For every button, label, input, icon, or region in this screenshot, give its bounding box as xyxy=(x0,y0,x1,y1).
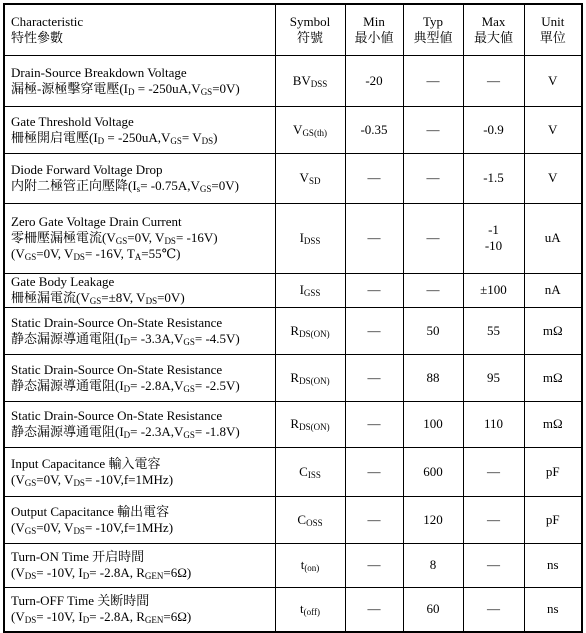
text-segment: Static Drain-Source On-State Resistance xyxy=(11,408,223,423)
symbol-cell xyxy=(275,106,345,153)
table-row xyxy=(4,401,582,447)
typ-value-cell xyxy=(403,401,463,447)
symbol-subscript: DS(ON) xyxy=(299,328,330,339)
characteristic-cell xyxy=(4,55,275,106)
characteristic-line xyxy=(11,424,269,440)
text-segment: = -10V, I xyxy=(36,565,83,580)
characteristic-line xyxy=(11,472,269,488)
unit-cell xyxy=(524,354,582,401)
unit-cell xyxy=(524,153,582,203)
characteristic-line xyxy=(11,565,269,581)
text-segment: (V xyxy=(11,519,25,535)
subscript-text: D xyxy=(123,383,131,394)
subscript-text: DS xyxy=(145,296,158,306)
unit-value: mΩ xyxy=(542,369,563,385)
min-value-cell xyxy=(345,401,403,447)
symbol-base: BV xyxy=(292,72,311,88)
subscript-text: DS xyxy=(73,252,85,262)
subscript-text: GS xyxy=(199,184,212,194)
symbol-base: I xyxy=(299,282,304,297)
subscript-text: D xyxy=(82,571,90,581)
typ-value-cell xyxy=(403,307,463,354)
text-segment: 柵極開启電壓(I xyxy=(11,129,98,145)
header-min-en: Min xyxy=(363,13,385,29)
table-row xyxy=(4,203,582,273)
text-segment: = -250uA,V xyxy=(134,80,201,96)
table-row xyxy=(4,55,582,106)
table-row xyxy=(4,307,582,354)
unit-value: V xyxy=(548,170,558,185)
symbol-base: t xyxy=(300,557,305,572)
text-segment: Gate Threshold Voltage xyxy=(11,113,134,129)
text-segment: (V xyxy=(11,609,25,625)
header-max-zh: 最大値 xyxy=(473,29,513,45)
max-value-cell xyxy=(463,354,524,401)
text-segment: Drain-Source Breakdown Voltage xyxy=(11,64,187,80)
unit-value: pF xyxy=(545,511,560,527)
min-value-cell xyxy=(345,447,403,496)
max-value: 95 xyxy=(487,369,500,385)
characteristic-line xyxy=(11,130,269,146)
characteristic-line xyxy=(11,593,269,609)
min-value-cell xyxy=(345,106,403,153)
characteristic-cell xyxy=(4,354,275,401)
unit-value: nA xyxy=(544,282,561,297)
subscript-text: GEN xyxy=(144,571,164,581)
text-segment: 零柵壓漏極電流(V xyxy=(11,230,116,245)
text-segment: = -2.8A,V xyxy=(130,377,184,393)
text-segment: Turn-OFF Time 关断時間 xyxy=(11,593,150,609)
max-value: -0.9 xyxy=(483,121,504,137)
text-segment: Gate Body Leakage xyxy=(11,274,115,289)
symbol-cell xyxy=(275,447,345,496)
symbol-base: t xyxy=(300,601,304,617)
header-min xyxy=(345,4,403,55)
min-value: — xyxy=(367,282,381,297)
typ-value: — xyxy=(426,170,440,185)
symbol-cell xyxy=(275,153,345,203)
characteristic-line xyxy=(11,504,269,520)
header-characteristic-en: Characteristic xyxy=(11,13,84,29)
text-segment: Zero Gate Voltage Drain Current xyxy=(11,214,182,229)
header-symbol-zh: 符號 xyxy=(296,29,323,45)
subscript-text: GS xyxy=(115,236,128,246)
text-segment: =0V) xyxy=(157,290,185,305)
symbol-base: C xyxy=(297,511,307,527)
symbol-subscript: (off) xyxy=(303,607,320,618)
min-value: — xyxy=(367,557,381,572)
symbol-base: V xyxy=(293,121,303,137)
symbol-cell xyxy=(275,273,345,307)
text-segment: =0V) xyxy=(211,178,239,193)
text-segment: 静态漏源導通電阻(I xyxy=(11,377,124,393)
subscript-text: s xyxy=(136,184,141,194)
typ-value-cell xyxy=(403,203,463,273)
characteristic-line xyxy=(11,246,269,262)
symbol-subscript: DS(ON) xyxy=(299,375,330,386)
typ-value: 100 xyxy=(423,416,443,431)
symbol-cell xyxy=(275,354,345,401)
text-segment: =0V) xyxy=(212,80,240,96)
text-segment: =0V, V xyxy=(36,519,74,535)
max-value: -1 xyxy=(488,222,499,237)
symbol-subscript: DSS xyxy=(310,78,328,89)
typ-value: 50 xyxy=(426,322,440,338)
subscript-text: GS xyxy=(89,296,102,306)
characteristic-cell xyxy=(4,496,275,543)
header-characteristic-zh: 特性參數 xyxy=(11,29,64,45)
typ-value-cell xyxy=(403,587,463,632)
max-value: 110 xyxy=(483,416,504,431)
table-row xyxy=(4,273,582,307)
min-value-cell xyxy=(345,543,403,587)
max-value: — xyxy=(487,72,500,88)
table-body xyxy=(4,55,582,632)
text-segment: =0V, V xyxy=(36,471,74,487)
max-value: — xyxy=(487,463,500,479)
characteristic-cell xyxy=(4,106,275,153)
max-value-cell xyxy=(463,273,524,307)
symbol-cell xyxy=(275,401,345,447)
text-segment: = -10V,f=1MHz) xyxy=(84,519,174,535)
subscript-text: GEN xyxy=(144,615,164,626)
characteristic-line xyxy=(11,520,269,536)
text-segment: Static Drain-Source On-State Resistance xyxy=(11,314,223,330)
min-value-cell xyxy=(345,587,403,632)
unit-value: ns xyxy=(546,601,559,617)
subscript-text: DS xyxy=(164,236,176,246)
subscript-text: D xyxy=(123,336,131,347)
subscript-text: GS xyxy=(170,135,182,146)
spec-table-container xyxy=(3,3,583,633)
characteristic-line xyxy=(11,315,269,331)
text-segment: = -10V, I xyxy=(36,609,83,625)
subscript-text: GS xyxy=(183,383,195,394)
subscript-text: DS xyxy=(73,525,85,536)
unit-cell xyxy=(524,273,582,307)
characteristic-cell xyxy=(4,587,275,632)
subscript-text: GS xyxy=(200,86,213,97)
max-value-cell xyxy=(463,447,524,496)
header-symbol xyxy=(275,4,345,55)
text-segment: (V xyxy=(11,246,25,261)
max-value: 55 xyxy=(487,322,500,338)
text-segment: = -10V,f=1MHz) xyxy=(84,471,174,487)
text-segment: ) xyxy=(213,129,218,145)
text-segment: = -2.5V) xyxy=(194,377,240,393)
table-row xyxy=(4,447,582,496)
header-max xyxy=(463,4,524,55)
characteristic-line xyxy=(11,378,269,394)
text-segment: = -250uA,V xyxy=(104,129,171,145)
typ-value-cell xyxy=(403,447,463,496)
symbol-cell xyxy=(275,203,345,273)
typ-value: — xyxy=(426,282,440,297)
subscript-text: A xyxy=(134,252,142,262)
text-segment: =55℃) xyxy=(141,246,181,261)
text-segment: =6Ω) xyxy=(163,609,192,625)
unit-value: pF xyxy=(545,463,560,479)
min-value-cell xyxy=(345,153,403,203)
text-segment: Input Capacitance 輸入電容 xyxy=(11,455,161,471)
characteristic-line xyxy=(11,162,269,178)
header-max-en: Max xyxy=(481,13,506,29)
symbol-subscript: DS(ON) xyxy=(299,422,330,432)
header-unit-zh: 單位 xyxy=(539,29,566,45)
unit-cell xyxy=(524,587,582,632)
symbol-cell xyxy=(275,587,345,632)
text-segment: = -16V) xyxy=(175,230,218,245)
unit-value: uA xyxy=(544,230,561,245)
typ-value: — xyxy=(426,230,440,245)
text-segment: 漏極-源極擊穿電壓(I xyxy=(11,80,128,96)
max-value-cell xyxy=(463,543,524,587)
text-segment: = -4.5V) xyxy=(194,330,240,346)
unit-cell xyxy=(524,307,582,354)
table-row xyxy=(4,543,582,587)
max-value-cell xyxy=(463,106,524,153)
text-segment: 静态漏源導通電阻(I xyxy=(11,330,124,346)
characteristic-line xyxy=(11,362,269,378)
characteristic-line xyxy=(11,178,269,194)
characteristic-cell xyxy=(4,447,275,496)
max-value-cell xyxy=(463,55,524,106)
unit-cell xyxy=(524,203,582,273)
electrical-characteristics-table xyxy=(3,3,583,633)
text-segment: = -1.8V) xyxy=(194,424,240,439)
typ-value: 60 xyxy=(426,601,440,617)
text-segment: (V xyxy=(11,471,25,487)
min-value: -0.35 xyxy=(360,121,388,137)
subscript-text: D xyxy=(97,135,105,146)
min-value-cell xyxy=(345,354,403,401)
subscript-text: GS xyxy=(24,477,37,488)
table-row xyxy=(4,354,582,401)
header-unit-en: Unit xyxy=(541,13,565,29)
typ-value-cell xyxy=(403,354,463,401)
characteristic-line xyxy=(11,408,269,424)
min-value: — xyxy=(367,230,381,245)
typ-value: — xyxy=(426,72,440,88)
characteristic-line xyxy=(11,81,269,97)
unit-value: ns xyxy=(546,557,559,572)
symbol-base: R xyxy=(290,416,300,431)
typ-value-cell xyxy=(403,273,463,307)
symbol-subscript: GSS xyxy=(303,288,321,298)
characteristic-cell xyxy=(4,203,275,273)
subscript-text: DS xyxy=(24,615,37,626)
header-characteristic xyxy=(4,4,275,55)
max-value: -1.5 xyxy=(483,170,504,185)
min-value-cell xyxy=(345,273,403,307)
max-value: — xyxy=(487,601,500,617)
characteristic-line xyxy=(11,609,269,625)
table-row xyxy=(4,106,582,153)
characteristic-line xyxy=(11,456,269,472)
subscript-text: DS xyxy=(73,477,85,488)
unit-cell xyxy=(524,401,582,447)
typ-value: 600 xyxy=(423,463,443,479)
symbol-subscript: SD xyxy=(308,176,321,186)
typ-value: 120 xyxy=(423,511,443,527)
characteristic-line xyxy=(11,230,269,246)
min-value: — xyxy=(367,369,381,385)
text-segment: 柵極漏電流(V xyxy=(11,290,90,305)
text-segment: Output Capacitance 輸出電容 xyxy=(11,503,170,519)
symbol-base: C xyxy=(299,463,308,479)
subscript-text: GS xyxy=(183,430,195,440)
text-segment: Turn-ON Time 开启時間 xyxy=(11,549,145,564)
unit-value: V xyxy=(548,72,558,88)
text-segment: = -2.3A,V xyxy=(130,424,184,439)
subscript-text: DS xyxy=(24,571,37,581)
text-segment: Diode Forward Voltage Drop xyxy=(11,162,163,177)
min-value: — xyxy=(367,170,381,185)
max-value: -10 xyxy=(484,238,503,253)
table-row xyxy=(4,587,582,632)
min-value: — xyxy=(367,511,381,527)
min-value: — xyxy=(367,416,381,431)
min-value: -20 xyxy=(365,72,383,88)
max-value-cell xyxy=(463,307,524,354)
unit-cell xyxy=(524,496,582,543)
typ-value-cell xyxy=(403,55,463,106)
characteristic-cell xyxy=(4,273,275,307)
text-segment: =0V, V xyxy=(127,230,165,245)
typ-value-cell xyxy=(403,106,463,153)
typ-value: 8 xyxy=(429,557,437,572)
typ-value: — xyxy=(426,121,440,137)
max-value-cell xyxy=(463,496,524,543)
symbol-subscript: GS(th) xyxy=(302,127,327,138)
unit-value: mΩ xyxy=(542,322,563,338)
typ-value-cell xyxy=(403,543,463,587)
characteristic-line xyxy=(11,274,269,290)
symbol-base: V xyxy=(299,170,309,185)
min-value-cell xyxy=(345,203,403,273)
text-segment: =6Ω) xyxy=(163,565,192,580)
characteristic-line xyxy=(11,65,269,81)
characteristic-line xyxy=(11,114,269,130)
min-value-cell xyxy=(345,307,403,354)
header-symbol-en: Symbol xyxy=(289,13,331,29)
characteristic-line xyxy=(11,214,269,230)
characteristic-cell xyxy=(4,401,275,447)
text-segment: 静态漏源導通電阻(I xyxy=(11,424,124,439)
header-typ xyxy=(403,4,463,55)
unit-cell xyxy=(524,543,582,587)
characteristic-cell xyxy=(4,543,275,587)
characteristic-cell xyxy=(4,307,275,354)
subscript-text: DS xyxy=(201,135,214,146)
header-row xyxy=(4,4,582,55)
text-segment: =0V, V xyxy=(36,246,74,261)
max-value-cell xyxy=(463,153,524,203)
header-unit xyxy=(524,4,582,55)
header-typ-zh: 典型値 xyxy=(413,29,453,45)
max-value: ±100 xyxy=(480,282,507,297)
subscript-text: D xyxy=(123,430,131,440)
characteristic-line xyxy=(11,549,269,565)
text-segment: 内附二極管正向壓降(I xyxy=(11,178,137,193)
subscript-text: GS xyxy=(24,252,37,262)
typ-value-cell xyxy=(403,496,463,543)
header-typ-en: Typ xyxy=(422,13,444,29)
min-value: — xyxy=(367,322,381,338)
text-segment: (V xyxy=(11,565,25,580)
characteristic-line xyxy=(11,331,269,347)
max-value-cell xyxy=(463,203,524,273)
characteristic-line xyxy=(11,290,269,306)
text-segment: = -3.3A,V xyxy=(130,330,184,346)
table-row xyxy=(4,496,582,543)
symbol-base: R xyxy=(290,369,300,385)
subscript-text: D xyxy=(128,86,135,97)
text-segment: = -0.75A,V xyxy=(140,178,200,193)
max-value-cell xyxy=(463,587,524,632)
text-segment: = -2.8A, R xyxy=(89,609,145,625)
max-value: — xyxy=(487,557,500,572)
subscript-text: GS xyxy=(183,336,195,347)
text-segment: =±8V, V xyxy=(101,290,146,305)
header-min-zh: 最小値 xyxy=(354,29,394,45)
unit-value: mΩ xyxy=(542,416,563,431)
symbol-cell xyxy=(275,307,345,354)
max-value: — xyxy=(487,511,500,527)
text-segment: = V xyxy=(181,129,202,145)
table-row xyxy=(4,153,582,203)
symbol-base: R xyxy=(290,322,300,338)
unit-cell xyxy=(524,55,582,106)
typ-value: 88 xyxy=(426,369,440,385)
min-value-cell xyxy=(345,496,403,543)
symbol-cell xyxy=(275,55,345,106)
min-value: — xyxy=(367,601,381,617)
typ-value-cell xyxy=(403,153,463,203)
symbol-subscript: DSS xyxy=(303,236,321,246)
min-value: — xyxy=(367,463,381,479)
symbol-cell xyxy=(275,543,345,587)
symbol-subscript: OSS xyxy=(306,517,323,528)
symbol-subscript: (on) xyxy=(304,563,320,573)
symbol-base: I xyxy=(299,230,304,245)
symbol-cell xyxy=(275,496,345,543)
text-segment: = -2.8A, R xyxy=(89,565,145,580)
text-segment: = -16V, T xyxy=(84,246,135,261)
min-value-cell xyxy=(345,55,403,106)
unit-cell xyxy=(524,106,582,153)
unit-cell xyxy=(524,447,582,496)
symbol-subscript: ISS xyxy=(307,469,321,480)
subscript-text: GS xyxy=(24,525,37,536)
unit-value: V xyxy=(548,121,558,137)
text-segment: Static Drain-Source On-State Resistance xyxy=(11,361,223,377)
subscript-text: D xyxy=(82,615,90,626)
characteristic-cell xyxy=(4,153,275,203)
max-value-cell xyxy=(463,401,524,447)
